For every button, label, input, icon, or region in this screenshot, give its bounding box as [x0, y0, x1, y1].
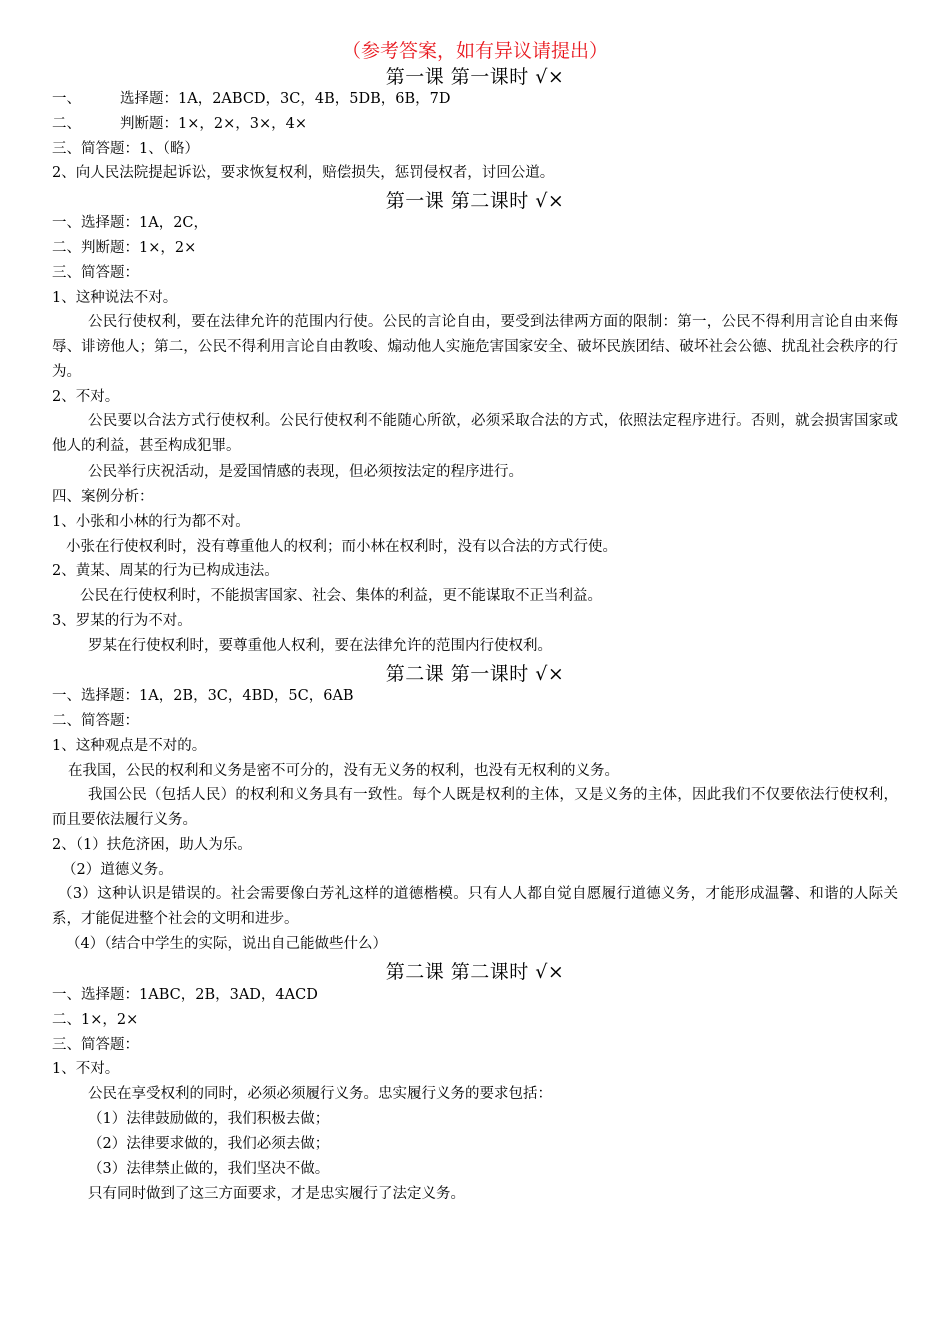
- s2-line-10: 2、黄某、周某的行为已构成违法。: [52, 563, 279, 579]
- s4-line-5: 公民在享受权利的同时，必须必须履行义务。忠实履行义务的要求包括：: [88, 1086, 552, 1102]
- s3-line-4: 在我国，公民的权利和义务是密不可分的，没有无义务的权利，也没有无权利的义务。: [68, 763, 619, 779]
- s4-line-1: 一、选择题：1ABC，2B，3AD，4ACD: [52, 987, 318, 1003]
- s1-item-1-text: 选择题：1A，2ABCD，3C，4B，5DB，6B，7D: [120, 91, 451, 107]
- section-title-lesson2-period2: 第二课 第二课时 √×: [385, 961, 565, 983]
- s4-line-9: 只有同时做到了这三方面要求，才是忠实履行了法定义务。: [88, 1186, 465, 1202]
- s4-line-2: 二、1×，2×: [52, 1012, 139, 1028]
- s3-line-5: 2、（1）扶危济困，助人为乐。: [52, 837, 252, 853]
- s4-line-8: （3）法律禁止做的，我们坚决不做。: [88, 1161, 330, 1177]
- section-title-lesson1-period1: 第一课 第一课时 √×: [385, 66, 565, 88]
- s2-paragraph-1: 公民行使权利，要在法律允许的范围内行使。公民的言论自由，要受到法律两方面的限制：第一，公民不得利用言论自由来侮辱、诽谤他人；第二，公民不得利用言论自由教唆、煽动他人实施危害国家安全、破坏民族团结、破坏社会公德、扰乱社会秩序的行为。: [52, 314, 898, 380]
- s3-line-6: （2）道德义务。: [62, 862, 173, 878]
- s2-line-13: 罗某在行使权利时，要尊重他人权利，要在法律允许的范围内行使权利。: [88, 638, 552, 654]
- s1-item-2-text: 判断题：1×，2×，3×，4×: [120, 116, 307, 132]
- answer-note-heading: （参考答案，如有异议请提出）: [341, 40, 608, 62]
- section-title-lesson1-period2: 第一课 第二课时 √×: [385, 190, 565, 212]
- s2-line-5: 2、不对。: [52, 389, 120, 405]
- section-title-lesson2-period1: 第二课 第一课时 √×: [385, 663, 565, 685]
- s4-line-7: （2）法律要求做的，我们必须去做；: [88, 1136, 330, 1152]
- s2-line-3: 三、简答题：: [52, 265, 139, 281]
- s2-line-1: 一、选择题：1A，2C，: [52, 215, 209, 231]
- s2-paragraph-2: 公民要以合法方式行使权利。公民行使权利不能随心所欲，必须采取合法的方式，依照法定程序进行。否则，就会损害国家或他人的利益，甚至构成犯罪。: [52, 413, 898, 454]
- s2-line-2: 二、判断题：1×，2×: [52, 240, 197, 256]
- s1-item-4: 2、向人民法院提起诉讼，要求恢复权利，赔偿损失，惩罚侵权者，讨回公道。: [52, 165, 555, 181]
- s2-line-8: 1、小张和小林的行为都不对。: [52, 514, 250, 530]
- s2-line-12: 3、罗某的行为不对。: [52, 613, 192, 629]
- s1-item-2-number: 二、: [52, 116, 81, 132]
- s3-line-7: （4）（结合中学生的实际，说出自己能做些什么）: [66, 936, 387, 952]
- s4-line-3: 三、简答题：: [52, 1037, 139, 1053]
- s3-paragraph-1: 我国公民（包括人民）的权利和义务具有一致性。每个人既是权利的主体，又是义务的主体，因此我们不仅要依法行使权利，而且要依法履行义务。: [52, 787, 898, 828]
- s3-line-3: 1、这种观点是不对的。: [52, 738, 207, 754]
- s1-item-3: 三、简答题：1、（略）: [52, 141, 199, 157]
- s2-line-7: 四、案例分析：: [52, 489, 154, 505]
- s2-line-9: 小张在行使权利时，没有尊重他人的权利；而小林在权利时，没有以合法的方式行使。: [66, 539, 617, 555]
- s4-line-4: 1、不对。: [52, 1061, 120, 1077]
- s2-line-6: 公民举行庆祝活动，是爱国情感的表现，但必须按法定的程序进行。: [88, 464, 523, 480]
- s3-line-1: 一、选择题：1A，2B，3C，4BD，5C，6AB: [52, 688, 354, 704]
- s3-line-2: 二、简答题：: [52, 713, 139, 729]
- s1-item-1-number: 一、: [52, 91, 81, 107]
- s2-line-4: 1、这种说法不对。: [52, 290, 178, 306]
- s3-paragraph-2: （3）这种认识是错误的。社会需要像白芳礼这样的道德楷模。只有人人都自觉自愿履行道德义务，才能形成温馨、和谐的人际关系，才能促进整个社会的文明和进步。: [52, 886, 898, 927]
- s2-line-11: 公民在行使权利时，不能损害国家、社会、集体的利益，更不能谋取不正当利益。: [80, 588, 602, 604]
- s4-line-6: （1）法律鼓励做的，我们积极去做；: [88, 1111, 330, 1127]
